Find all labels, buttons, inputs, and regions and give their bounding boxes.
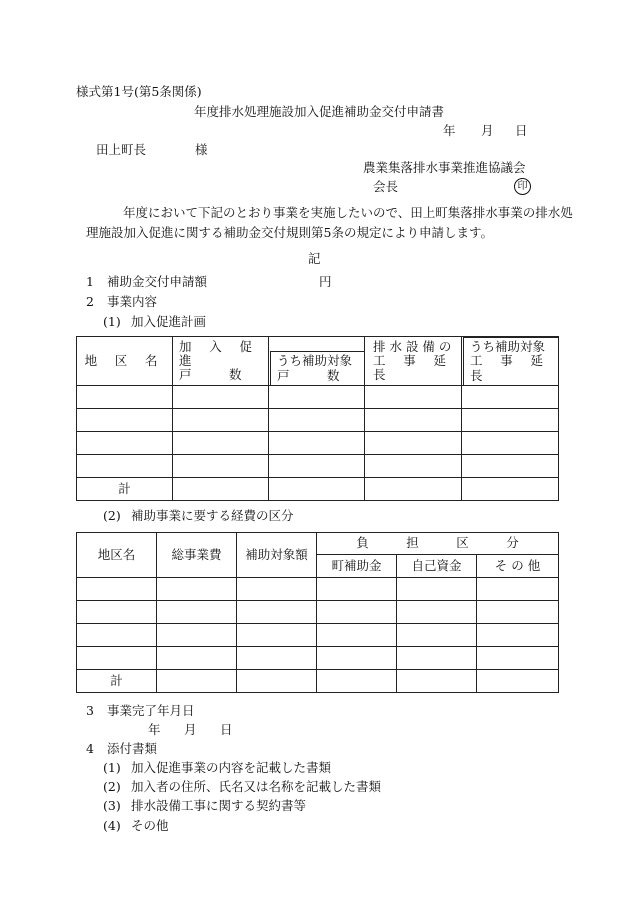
completion-day: 日 [220, 722, 233, 737]
table-row [77, 455, 559, 478]
item3-label: 事業完了年月日 [107, 703, 195, 718]
item2-label: 事業内容 [107, 294, 158, 309]
total-label: 計 [77, 670, 157, 693]
sub2-number: (2) [103, 508, 121, 523]
completion-month: 月 [184, 722, 197, 737]
table-row [77, 386, 559, 409]
attachment-4-number: (4) [103, 818, 121, 833]
ki-heading: 記 [308, 251, 321, 266]
sub2-label: 補助事業に要する経費の区分 [131, 508, 294, 523]
header-subsidy-amount: 補助対象額 [237, 533, 317, 578]
form-number: 様式第1号(第5条関係) [76, 84, 202, 99]
table-row [77, 409, 559, 432]
attachment-2-number: (2) [103, 779, 121, 794]
body-text-line1: 年度において下記のとおり事業を実施したいので、田上町集落排水事業の排水処 [123, 205, 573, 220]
date-year: 年 [443, 123, 456, 138]
header-other: そ の 他 [477, 555, 559, 578]
table-row [77, 432, 559, 455]
table-total-row [77, 670, 559, 693]
attachment-3-text: 排水設備工事に関する契約書等 [131, 798, 307, 813]
table-total-row [77, 478, 559, 501]
applicant-organization: 農業集落排水事業推進協議会 [363, 160, 526, 175]
seal-icon: 印 [514, 178, 531, 195]
attachment-1-text: 加入促進事業の内容を記載した書類 [131, 760, 332, 775]
date-month: 月 [481, 123, 494, 138]
item1-unit: 円 [319, 274, 332, 289]
total-label: 計 [77, 478, 173, 501]
date-day: 日 [515, 123, 528, 138]
sub1-label: 加入促進計画 [131, 314, 207, 329]
header-burden-division: 負 担 区 分 [317, 533, 559, 555]
item4-label: 添付書類 [107, 741, 158, 756]
addressee-name: 田上町長 [96, 142, 147, 157]
applicant-role: 会長 [373, 179, 399, 194]
item1-label: 補助金交付申請額 [107, 274, 208, 289]
table-row [77, 624, 559, 647]
attachment-4-text: その他 [131, 818, 169, 833]
item1-number: 1 [86, 274, 94, 289]
body-text-line2: 理施設加入促進に関する補助金交付規則第5条の規定により申請します。 [86, 225, 493, 240]
item4-number: 4 [86, 741, 94, 756]
item3-number: 3 [86, 703, 94, 718]
table-row [77, 578, 559, 601]
header-subsidy-extension: うち補助対象 工 事 延 長 [462, 337, 559, 386]
sub1-number: (1) [103, 314, 121, 329]
header-total-cost: 総事業費 [157, 533, 237, 578]
expense-breakdown-table [76, 532, 559, 693]
item2-number: 2 [86, 294, 94, 309]
table-row [77, 601, 559, 624]
completion-year: 年 [148, 722, 161, 737]
header-extension: 排 水 設 備 の 工 事 延 長 [365, 337, 462, 386]
addressee-honorific: 様 [195, 142, 208, 157]
header-subsidy-households: うち補助対象 戸 数 [269, 337, 365, 386]
attachment-2-text: 加入者の住所、氏名又は名称を記載した書類 [131, 779, 382, 794]
header-households: 加 入 促 進 戸 数 [173, 337, 269, 386]
header-district: 地区名 [77, 533, 157, 578]
attachment-3-number: (3) [103, 798, 121, 813]
subscription-plan-table [76, 336, 559, 501]
table-row [77, 647, 559, 670]
document-title: 年度排水処理施設加入促進補助金交付申請書 [194, 104, 445, 119]
attachment-1-number: (1) [103, 760, 121, 775]
header-town-subsidy: 町補助金 [317, 555, 397, 578]
header-district: 地 区 名 [77, 337, 173, 386]
header-self-funds: 自己資金 [397, 555, 477, 578]
